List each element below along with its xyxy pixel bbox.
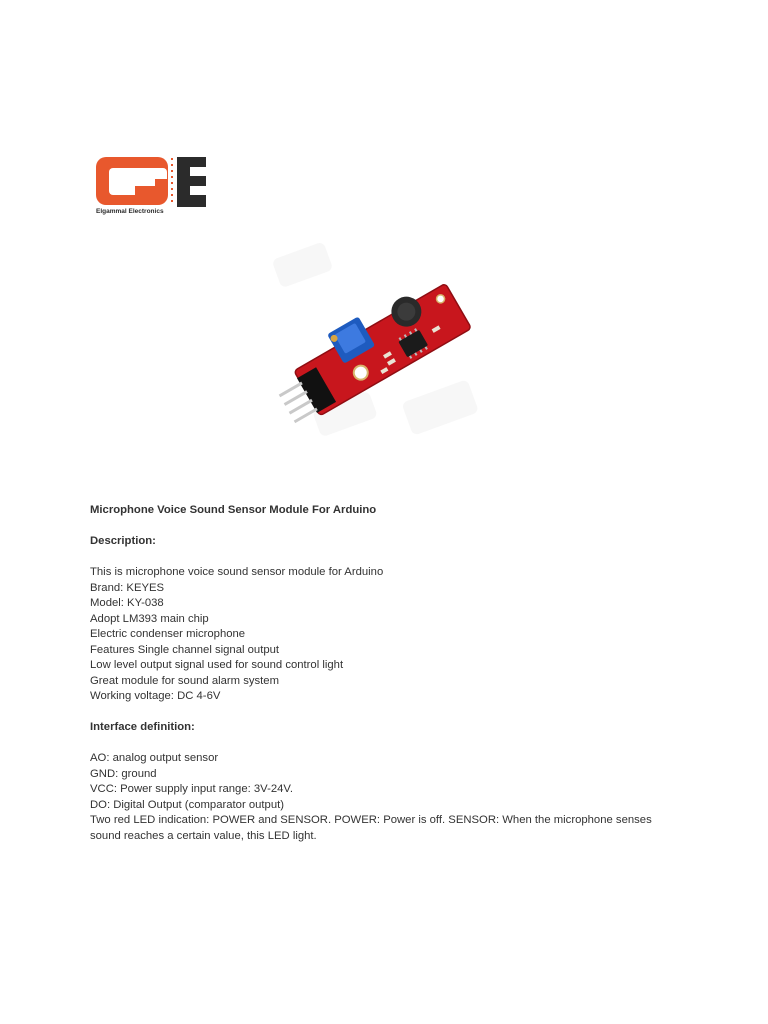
company-logo bbox=[95, 155, 207, 217]
description-line: Low level output signal used for sound control light bbox=[90, 659, 344, 671]
description-line: Features Single channel signal output bbox=[90, 643, 280, 656]
interface-heading: Interface definition: bbox=[90, 721, 195, 733]
description-line: Electric condenser microphone bbox=[90, 628, 246, 640]
description-line: Working voltage: DC 4-6V bbox=[90, 690, 221, 702]
logo-tagline: Elgammal Electronics bbox=[96, 208, 164, 215]
product-description bbox=[90, 503, 680, 860]
description-line: Great module for sound alarm system bbox=[90, 674, 279, 687]
description-line: This is microphone voice sound sensor module for Arduino bbox=[90, 566, 384, 578]
interface-line: GND: ground bbox=[90, 767, 157, 780]
interface-line: Two red LED indication: POWER and SENSOR. POWER: Power is off. SENSOR: When the microphone senses sound reaches a certain value, this LED light. bbox=[90, 814, 652, 842]
interface-line: VCC: Power supply input range: 3V-24V. bbox=[90, 783, 294, 795]
interface-line: AO: analog output sensor bbox=[90, 752, 219, 764]
description-line: Brand: KEYES bbox=[90, 581, 165, 594]
description-line: Model: KY-038 bbox=[90, 597, 164, 609]
description-line: Adopt LM393 main chip bbox=[90, 612, 209, 625]
product-photo bbox=[255, 240, 505, 455]
interface-line: DO: Digital Output (comparator output) bbox=[90, 798, 285, 811]
description-list bbox=[90, 565, 680, 705]
product-title: Microphone Voice Sound Sensor Module For Arduino bbox=[90, 504, 377, 516]
interface-list bbox=[90, 751, 680, 844]
description-heading: Description: bbox=[90, 535, 156, 547]
